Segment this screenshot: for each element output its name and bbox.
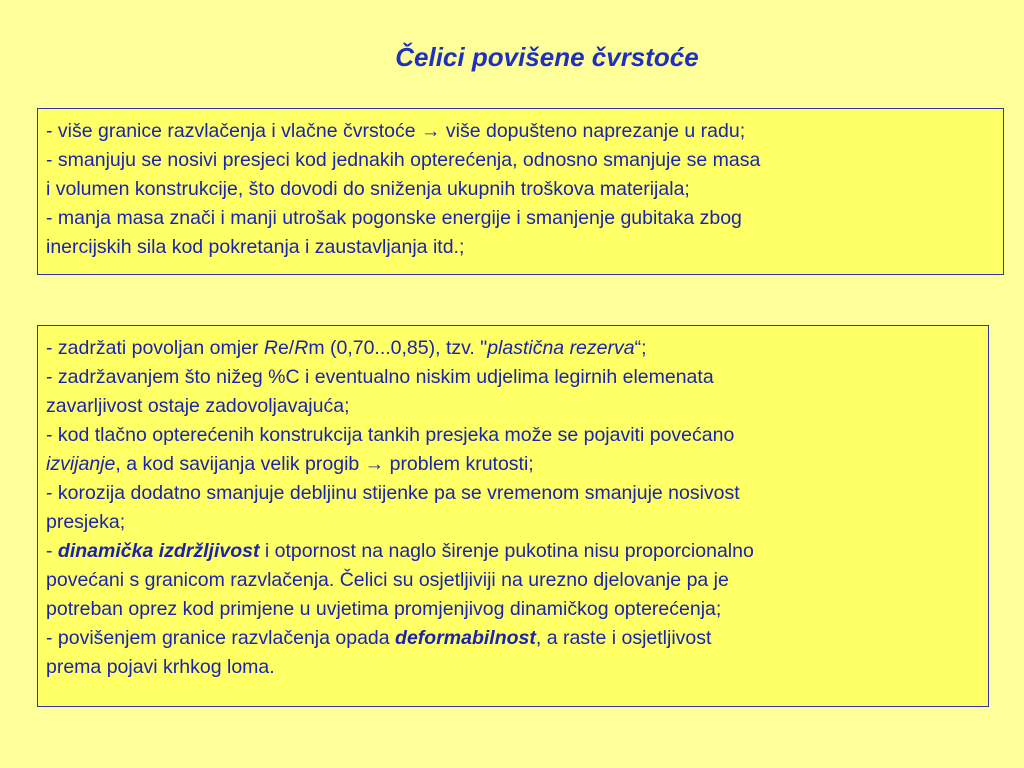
considerations-line: [46, 537, 980, 566]
considerations-line: potreban oprez kod primjene u uvjetima promjenjivog dinamičkog opterećenja;: [46, 598, 722, 620]
slide-title: Čelici povišene čvrstoće: [395, 42, 699, 72]
considerations-line: [46, 334, 980, 363]
text-segment: , a raste i osjetljivost: [535, 627, 712, 649]
advantages-line: - više granice razvlačenja i vlačne čvrstoće → više dopušteno naprezanje u radu;: [46, 120, 746, 142]
text-segment: -: [46, 540, 58, 562]
slash-text: /: [288, 337, 295, 359]
symbol-rm-r: R: [294, 337, 309, 359]
text-segment: - povišenjem granice razvlačenja opada: [46, 627, 396, 649]
considerations-line: [46, 624, 980, 653]
text-segment: , a kod savijanja velik progib → problem krutosti;: [115, 453, 534, 475]
considerations-box: [37, 325, 989, 707]
deformability-term: deformabilnost: [395, 627, 536, 649]
advantages-line: - smanjuju se nosivi presjeci kod jednakih opterećenja, odnosno smanjuje se masa: [46, 149, 761, 171]
considerations-line: - zadržavanjem što nižeg %C i eventualno niskim udjelima legirnih elemenata: [46, 366, 714, 388]
considerations-line: - kod tlačno opterećenih konstrukcija tankih presjeka može se pojaviti povećano: [46, 424, 735, 446]
buckling-term: izvijanje: [46, 453, 116, 475]
advantages-line: i volumen konstrukcije, što dovodi do sniženja ukupnih troškova materijala;: [46, 178, 690, 200]
advantages-line: - manja masa znači i manji utrošak pogonske energije i smanjenje gubitaka zbog: [46, 207, 742, 229]
text-segment: “;: [634, 337, 647, 359]
considerations-line: prema pojavi krhkog loma.: [46, 656, 275, 678]
considerations-line: povećani s granicom razvlačenja. Čelici su osjetljiviji na urezno djelovanje pa je: [46, 569, 729, 591]
plastic-reserve-term: plastična rezerva: [487, 337, 635, 359]
considerations-line: zavarljivost ostaje zadovoljavajuća;: [46, 395, 350, 417]
dynamic-endurance-term: dinamička izdržljivost: [57, 540, 260, 562]
considerations-line: presjeka;: [46, 511, 126, 533]
text-segment: - zadržati povoljan omjer: [46, 337, 264, 359]
text-segment: m (0,70...0,85), tzv. ": [308, 337, 488, 359]
symbol-re-e: e: [277, 337, 289, 359]
considerations-line: - korozija dodatno smanjuje debljinu stijenke pa se vremenom smanjuje nosivost: [46, 482, 740, 504]
advantages-box: [37, 108, 1004, 275]
advantages-line: inercijskih sila kod pokretanja i zaustavljanja itd.;: [46, 236, 465, 258]
text-segment: i otpornost na naglo širenje pukotina nisu proporcionalno: [259, 540, 754, 562]
symbol-re-r: R: [263, 337, 278, 359]
considerations-line: [46, 450, 980, 479]
